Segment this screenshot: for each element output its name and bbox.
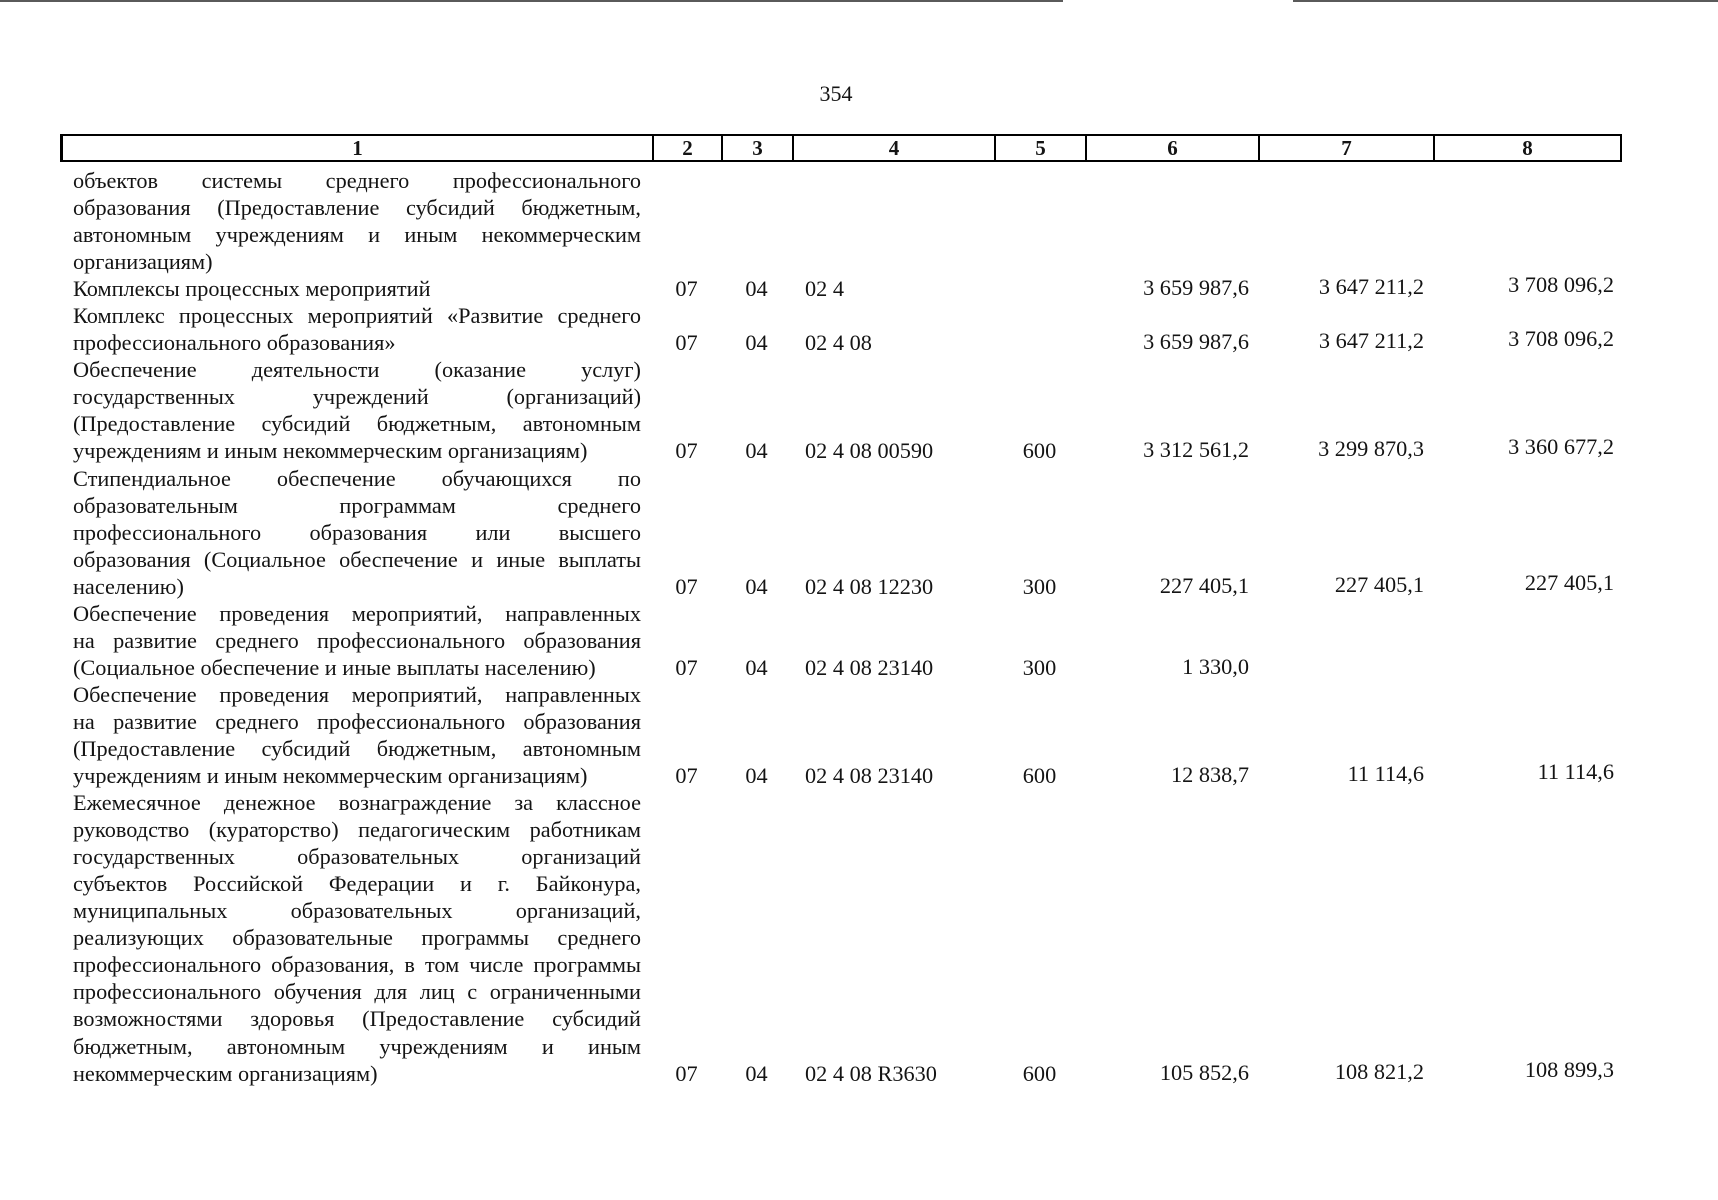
- table-cell-col8: 108 899,3: [1524, 1056, 1614, 1082]
- row-description: [73, 789, 641, 1087]
- row-text-line: Обеспечение проведения мероприятий, направленных: [73, 600, 641, 626]
- table-cell-col4: 02 4 08 23140: [805, 763, 934, 789]
- table-cell-col2: 07: [675, 1060, 698, 1086]
- table-cell-col7: 3 299 870,3: [1318, 436, 1424, 462]
- table-cell-col4: 02 4 08: [805, 330, 872, 356]
- table-cell-col7: 108 821,2: [1334, 1058, 1424, 1084]
- row-text-line: Обеспечение проведения мероприятий, направленных: [73, 681, 641, 707]
- row-text-line: муниципальных образовательных организаций,: [73, 898, 641, 924]
- table-cell-col3: 04: [745, 1060, 768, 1086]
- row-text-line: на развитие среднего профессионального образования: [73, 708, 641, 734]
- table-cell-col4: 02 4 08 R3630: [805, 1060, 937, 1086]
- table-row: [0, 465, 1718, 600]
- row-text-line: Комплекс процессных мероприятий «Развитие среднего: [73, 303, 641, 329]
- table-row: [0, 789, 1718, 1087]
- row-text-line: образовательным программам среднего: [73, 492, 641, 518]
- table-cell-col4: 02 4 08 12230: [805, 573, 934, 599]
- row-text-line: некоммерческим организациям): [73, 1060, 378, 1086]
- row-text-line: учреждениям и иным некоммерческим организациям): [73, 763, 588, 789]
- table-cell-col3: 04: [745, 573, 768, 599]
- table-row: [0, 681, 1718, 789]
- table-cell-col5: 300: [1022, 573, 1057, 599]
- row-text-line: Стипендиальное обеспечение обучающихся по: [73, 465, 641, 491]
- table-cell-col2: 07: [675, 438, 698, 464]
- table-cell-col8: 3 708 096,2: [1508, 326, 1614, 352]
- row-text-line: руководство (кураторство) педагогическим работникам: [73, 817, 641, 843]
- table-cell-col7: 11 114,6: [1347, 761, 1424, 787]
- row-text-line: реализующих образовательные программы среднего: [73, 925, 641, 951]
- table-cell-col6: 105 852,6: [1159, 1059, 1249, 1085]
- row-text-line: организациям): [73, 249, 213, 275]
- table-row: [0, 600, 1718, 681]
- scan-edge-line: [1293, 0, 1718, 2]
- row-text-line: образования (Предоставление субсидий бюджетным,: [73, 195, 641, 221]
- table-cell-col5: 600: [1022, 763, 1057, 789]
- row-text-line: (Социальное обеспечение и иные выплаты населению): [73, 654, 596, 680]
- table-cell-col3: 04: [745, 763, 768, 789]
- row-description: [73, 465, 641, 600]
- header-cell-col3: 3: [721, 134, 792, 162]
- table-cell-col3: 04: [745, 330, 768, 356]
- table-cell-col2: 07: [675, 276, 698, 302]
- table-cell-col8: [1433, 650, 1614, 677]
- table-row: [0, 356, 1718, 464]
- table-cell-col6: 3 659 987,6: [1143, 275, 1249, 301]
- table-cell-col2: 07: [675, 654, 698, 680]
- table-cell-col8: 227 405,1: [1524, 569, 1614, 595]
- table-cell-col3: 04: [745, 438, 768, 464]
- row-text-line: Комплексы процессных мероприятий: [73, 276, 431, 302]
- scan-edge-line: [0, 0, 1063, 2]
- row-text-line: субъектов Российской Федерации и г. Байконура,: [73, 871, 641, 897]
- table-cell-col7: 227 405,1: [1334, 571, 1424, 597]
- row-text-line: населению): [73, 573, 184, 599]
- row-text-line: государственных образовательных организаций: [73, 844, 641, 870]
- row-text-line: государственных учреждений (организаций): [73, 384, 641, 410]
- row-text-line: (Предоставление субсидий бюджетным, автономным: [73, 411, 641, 437]
- table-cell-col7: 3 647 211,2: [1318, 328, 1424, 354]
- row-text-line: образования (Социальное обеспечение и иные выплаты: [73, 546, 641, 572]
- table-cell-col5: 600: [1022, 1060, 1057, 1086]
- table-cell-col6: 1 330,0: [1182, 653, 1249, 679]
- table-cell-col3: 04: [745, 654, 768, 680]
- page-number: 354: [819, 81, 853, 106]
- table-cell-col3: 04: [745, 276, 768, 302]
- table-cell-col5: 600: [1022, 438, 1057, 464]
- table-cell-col4: 02 4 08 23140: [805, 654, 934, 680]
- row-description: [73, 681, 641, 789]
- header-cell-col5: 5: [994, 134, 1085, 162]
- row-description: [73, 600, 641, 681]
- row-text-line: Обеспечение деятельности (оказание услуг): [73, 357, 641, 383]
- header-cell-col8: 8: [1433, 134, 1622, 162]
- table-cell-col6: 12 838,7: [1170, 762, 1249, 788]
- row-description: [73, 302, 641, 356]
- header-cell-col6: 6: [1085, 134, 1258, 162]
- table-body: [0, 167, 1718, 1087]
- row-text-line: бюджетным, автономным учреждениям и иным: [73, 1033, 641, 1059]
- row-text-line: Ежемесячное денежное вознаграждение за классное: [73, 790, 641, 816]
- table-row: [0, 167, 1718, 275]
- table-cell-col2: 07: [675, 330, 698, 356]
- table-row: [0, 302, 1718, 356]
- header-cell-col2: 2: [652, 134, 721, 162]
- row-text-line: профессионального образования, в том числе программы: [73, 952, 641, 978]
- table-cell-col2: 07: [675, 573, 698, 599]
- row-text-line: (Предоставление субсидий бюджетным, автономным: [73, 735, 641, 761]
- table-cell-col6: 3 659 987,6: [1143, 329, 1249, 355]
- table-cell-col5: 300: [1022, 654, 1057, 680]
- table-cell-col7: [1258, 652, 1424, 679]
- table-cell-col8: 3 360 677,2: [1508, 434, 1614, 460]
- table-cell-col5: [994, 329, 1085, 356]
- row-text-line: автономным учреждениям и иным некоммерческим: [73, 222, 641, 248]
- table-cell-col8: 3 708 096,2: [1508, 272, 1614, 298]
- row-description: [73, 356, 641, 464]
- table-row: [0, 272, 1718, 302]
- row-text-line: профессионального образования или высшего: [73, 519, 641, 545]
- row-text-line: на развитие среднего профессионального образования: [73, 627, 641, 653]
- row-text-line: учреждениям и иным некоммерческим организациям): [73, 438, 588, 464]
- row-text-line: объектов системы среднего профессионального: [73, 168, 641, 193]
- row-text-line: возможностями здоровья (Предоставление субсидий: [73, 1006, 641, 1032]
- header-cell-col1: 1: [60, 134, 652, 162]
- table-cell-col8: 11 114,6: [1537, 759, 1614, 785]
- row-text-line: профессионального обучения для лиц с ограниченными: [73, 979, 641, 1005]
- header-cell-col7: 7: [1258, 134, 1433, 162]
- table-cell-col7: 3 647 211,2: [1318, 274, 1424, 300]
- table-cell-col4: 02 4 08 00590: [805, 438, 934, 464]
- row-description: [73, 275, 641, 302]
- table-cell-col6: 227 405,1: [1159, 572, 1249, 598]
- table-cell-col6: 3 312 561,2: [1143, 437, 1249, 463]
- header-cell-col4: 4: [792, 134, 994, 162]
- row-text-line: профессионального образования»: [73, 330, 396, 356]
- table-cell-col4: 02 4: [805, 276, 845, 302]
- row-description: [73, 167, 641, 275]
- table-cell-col2: 07: [675, 763, 698, 789]
- table-cell-col5: [994, 275, 1085, 302]
